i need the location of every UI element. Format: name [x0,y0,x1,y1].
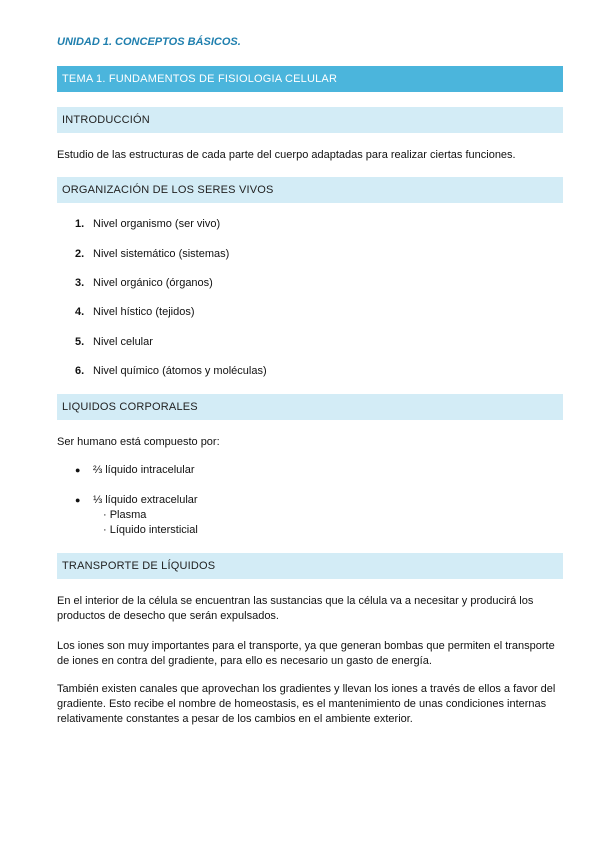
fluids-intro: Ser humano está compuesto por: [57,436,220,448]
sub-item: · Plasma [103,509,147,521]
transport-paragraph-1: En el interior de la célula se encuentran las sustancias que la célula va a necesitar y producirá los productos de desecho que serán expulsados. [57,595,534,622]
organization-heading: ORGANIZACIÓN DE LOS SERES VIVOS [57,177,563,203]
bullet-item: ● ⅔ líquido intracelular [75,464,195,476]
bullet-item: ● ⅓ líquido extracelular [75,494,198,506]
transport-paragraph-2: Los iones son muy importantes para el transporte, ya que generan bombas que permiten el transporte de iones en contra del gradiente, para ello es necesario un gasto de energía. [57,640,555,667]
bullet-icon: ● [75,465,81,475]
list-item: 2. Nivel sistemático (sistemas) [75,248,230,260]
intro-text: Estudio de las estructuras de cada parte del cuerpo adaptadas para realizar ciertas funciones. [57,149,516,161]
list-item: 5. Nivel celular [75,336,153,348]
fluids-heading: LIQUIDOS CORPORALES [57,394,563,420]
list-item: 6. Nivel químico (átomos y moléculas) [75,365,267,377]
intro-heading: INTRODUCCIÓN [57,107,563,133]
transport-paragraph-3: También existen canales que aprovechan los gradientes y llevan los iones a través de ellos a favor del gradiente. Esto recibe el nombre de homeostasis, es el mantenimiento de unas condiciones internas relativamente constantes a pesar de los cambios en el ambiente exterior. [57,683,556,725]
transport-heading: TRANSPORTE DE LÍQUIDOS [57,553,563,579]
list-item: 3. Nivel orgánico (órganos) [75,277,213,289]
list-item: 1. Nivel organismo (ser vivo) [75,218,221,230]
bullet-icon: ● [75,495,81,505]
list-item: 4. Nivel hístico (tejidos) [75,306,195,318]
sub-item: · Líquido intersticial [103,524,198,536]
topic-title-band: TEMA 1. FUNDAMENTOS DE FISIOLOGIA CELULAR [57,66,563,92]
unit-title: UNIDAD 1. CONCEPTOS BÁSICOS. [57,36,241,48]
